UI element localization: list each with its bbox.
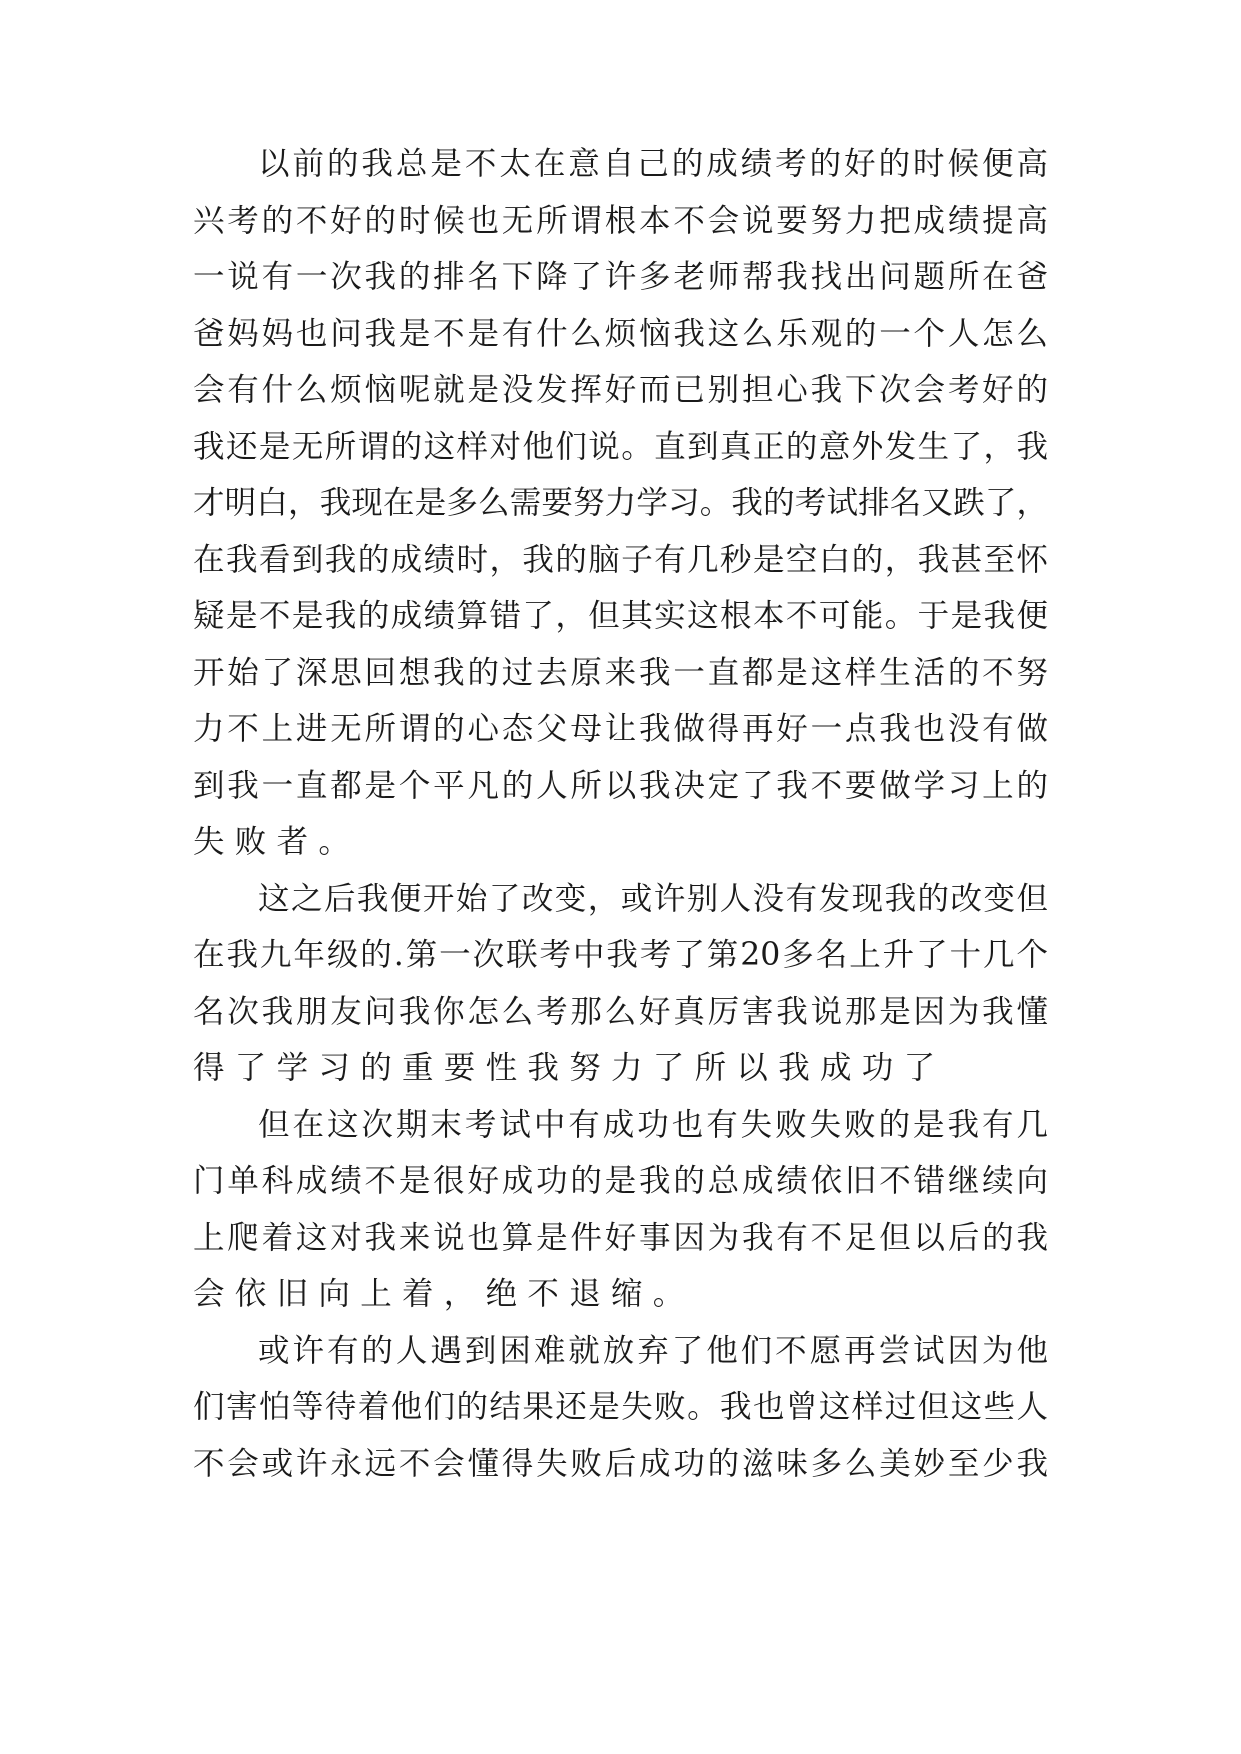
text-line: 爸妈妈也问我是不是有什么烦恼我这么乐观的一个人怎么	[193, 315, 1048, 352]
text-line: 我还是无所谓的这样对他们说。直到真正的意外发生了，我	[193, 428, 1048, 465]
text-line: 到我一直都是个平凡的人所以我决定了我不要做学习上的	[193, 767, 1048, 804]
text-line: 在我九年级的.第一次联考中我考了第20多名上升了十几个	[193, 937, 1048, 973]
document-body	[193, 136, 1048, 1492]
text-line: 得了学习的重要性我努力了所以我成功了	[193, 1050, 946, 1086]
text-line: 才明白，我现在是多么需要努力学习。我的考试排名又跌了，	[193, 485, 1048, 521]
text-line: 失败者。	[193, 824, 361, 860]
text-line: 或许有的人遇到困难就放弃了他们不愿再尝试因为他	[258, 1332, 1048, 1369]
text-line: 会有什么烦恼呢就是没发挥好而已别担心我下次会考好的	[193, 372, 1048, 408]
text-line: 在我看到我的成绩时，我的脑子有几秒是空白的，我甚至怀	[193, 541, 1048, 578]
text-line: 这之后我便开始了改变，或许别人没有发现我的改变但	[258, 880, 1048, 917]
text-line: 名次我朋友问我你怎么考那么好真厉害我说那是因为我懂	[193, 993, 1048, 1030]
text-line: 以前的我总是不太在意自己的成绩考的好的时候便高	[258, 146, 1048, 182]
paragraph-1	[193, 136, 1048, 871]
text-line: 开始了深思回想我的过去原来我一直都是这样生活的不努	[193, 654, 1048, 691]
text-line: 会依旧向上着，绝不退缩。	[193, 1276, 695, 1312]
paragraph-2	[193, 871, 1048, 1097]
text-line: 力不上进无所谓的心态父母让我做得再好一点我也没有做	[193, 711, 1048, 747]
text-line: 们害怕等待着他们的结果还是失败。我也曾这样过但这些人	[193, 1389, 1048, 1425]
text-line: 上爬着这对我来说也算是件好事因为我有不足但以后的我	[193, 1219, 1048, 1256]
text-line: 疑是不是我的成绩算错了，但其实这根本不可能。于是我便	[193, 598, 1048, 634]
text-line: 门单科成绩不是很好成功的是我的总成绩依旧不错继续向	[193, 1163, 1048, 1199]
text-line: 兴考的不好的时候也无所谓根本不会说要努力把成绩提高	[193, 202, 1048, 239]
text-line: 一说有一次我的排名下降了许多老师帮我找出问题所在爸	[193, 259, 1048, 295]
paragraph-4	[193, 1323, 1048, 1493]
text-line: 不会或许永远不会懂得失败后成功的滋味多么美妙至少我	[193, 1445, 1048, 1482]
paragraph-3	[193, 1097, 1048, 1323]
text-line: 但在这次期末考试中有成功也有失败失败的是我有几	[258, 1106, 1048, 1143]
